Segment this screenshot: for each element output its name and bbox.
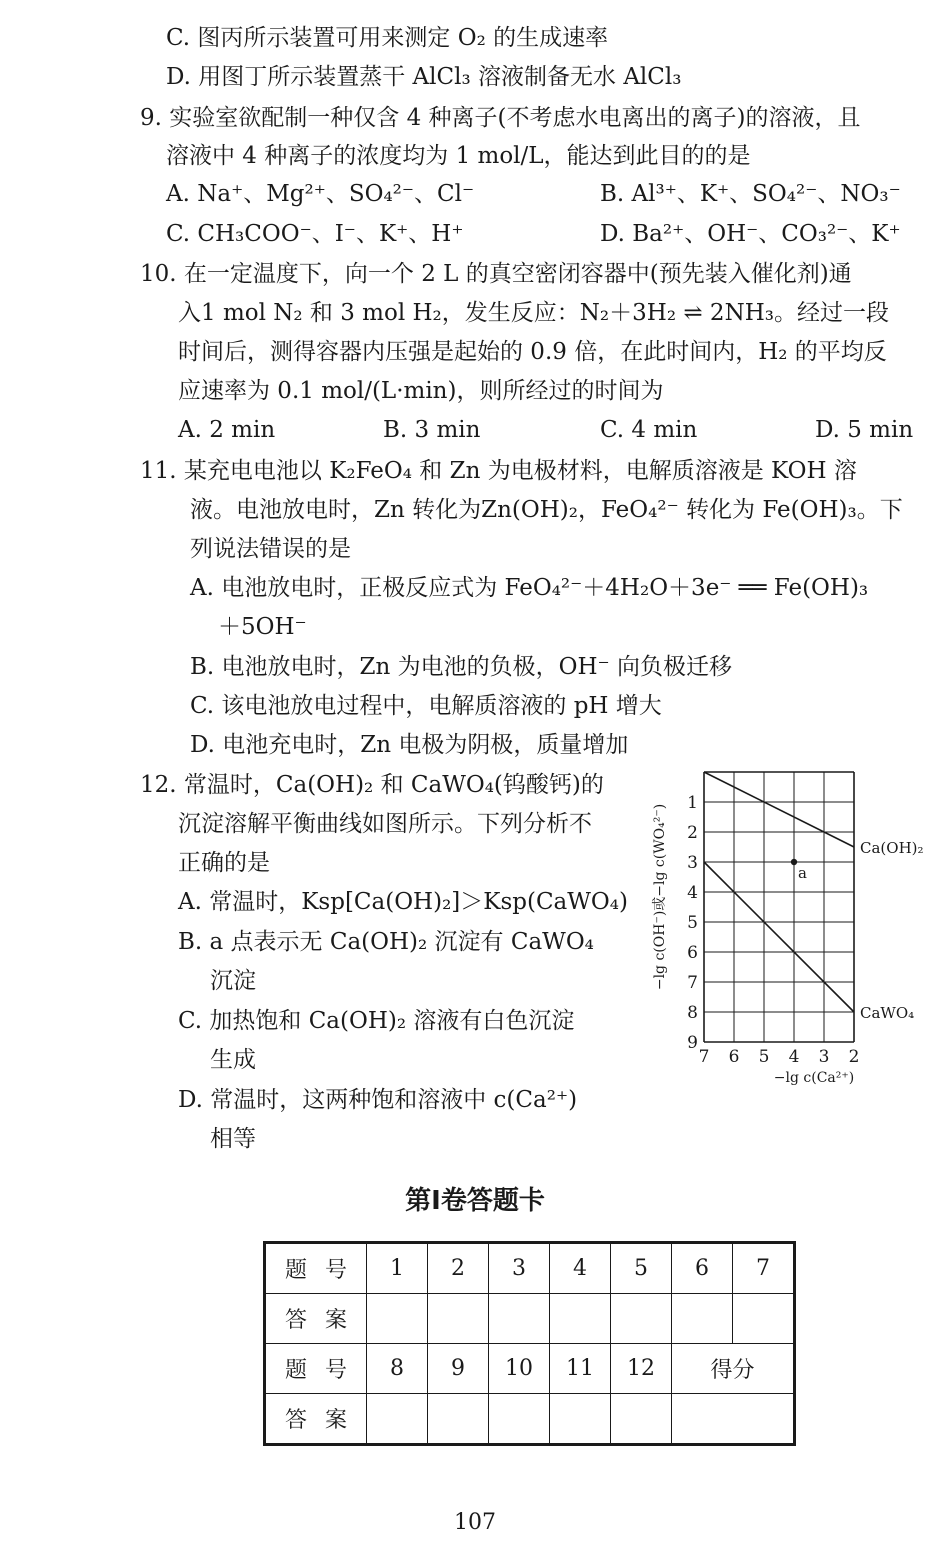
q10-stem-line4: 应速率为 0.1 mol/(L·min)，则所经过的时间为 <box>178 378 664 404</box>
answer-cell[interactable] <box>611 1394 672 1445</box>
q8-option-c: C. 图丙所示装置可用来测定 O₂ 的生成速率 <box>166 25 609 51</box>
y-axis-label: −lg c(OH⁻)或−lg c(WO₄²⁻) <box>652 803 668 991</box>
x-tick-label: 3 <box>818 1047 830 1067</box>
page-number: 107 <box>454 1510 496 1535</box>
data-point-label: a <box>798 864 807 882</box>
y-tick-label: 3 <box>687 853 698 873</box>
answer-cell[interactable] <box>367 1394 428 1445</box>
q9-stem-line1: 9. 实验室欲配制一种仅含 4 种离子(不考虑水电离出的离子)的溶液，且 <box>140 105 861 131</box>
series-label: Ca(OH)₂ <box>860 839 924 857</box>
table-row <box>265 1394 795 1445</box>
q11-option-a: A. 电池放电时，正极反应式为 FeO₄²⁻＋4H₂O＋3e⁻ ══ Fe(OH)₃ <box>190 575 869 601</box>
q10-stem-line1: 10. 在一定温度下，向一个 2 L 的真空密闭容器中(预先装入催化剂)通 <box>140 261 852 287</box>
q12-stem-line2: 沉淀溶解平衡曲线如图所示。下列分析不 <box>178 811 592 837</box>
q10-option-d: D. 5 min <box>815 417 914 443</box>
q11-option-a-cont: ＋5OH⁻ <box>218 614 307 640</box>
q9-option-b: B. Al³⁺、K⁺、SO₄²⁻、NO₃⁻ <box>600 181 901 207</box>
q11-option-d: D. 电池充电时，Zn 电极为阴极，质量增加 <box>190 732 629 758</box>
table-row <box>265 1243 795 1294</box>
q10-option-b: B. 3 min <box>383 417 481 443</box>
series-line <box>704 862 854 1012</box>
q12-stem-line3: 正确的是 <box>178 850 270 876</box>
q12-stem-line1: 12. 常温时，Ca(OH)₂ 和 CaWO₄(钨酸钙)的 <box>140 772 604 798</box>
answer-cell[interactable] <box>489 1294 550 1344</box>
q12-option-d: D. 常温时，这两种饱和溶液中 c(Ca²⁺) <box>178 1087 578 1113</box>
answer-cell[interactable] <box>672 1294 733 1344</box>
q12-option-c: C. 加热饱和 Ca(OH)₂ 溶液有白色沉淀 <box>178 1008 575 1034</box>
data-point <box>791 859 797 865</box>
q12-option-d-cont: 相等 <box>210 1126 256 1152</box>
question-number: 4 <box>550 1243 611 1294</box>
x-tick-label: 2 <box>848 1047 860 1067</box>
q11-stem-line3: 列说法错误的是 <box>190 536 351 562</box>
q11-option-c: C. 该电池放电过程中，电解质溶液的 pH 增大 <box>190 693 662 719</box>
answer-cell[interactable] <box>367 1294 428 1344</box>
y-tick-label: 2 <box>687 823 698 843</box>
question-number: 3 <box>489 1243 550 1294</box>
row-label: 答案 <box>265 1294 367 1344</box>
table-row <box>265 1344 795 1394</box>
q9-option-a: A. Na⁺、Mg²⁺、SO₄²⁻、Cl⁻ <box>166 181 475 207</box>
score-cell[interactable] <box>672 1394 795 1445</box>
y-tick-label: 5 <box>687 913 698 933</box>
question-number: 6 <box>672 1243 733 1294</box>
q10-option-c: C. 4 min <box>600 417 698 443</box>
question-number: 9 <box>428 1344 489 1394</box>
question-number: 1 <box>367 1243 428 1294</box>
y-tick-label: 1 <box>687 793 698 813</box>
answer-cell[interactable] <box>550 1294 611 1344</box>
y-tick-label: 7 <box>687 973 698 993</box>
y-tick-label: 6 <box>687 943 698 963</box>
x-tick-label: 7 <box>698 1047 710 1067</box>
series-line <box>704 772 854 847</box>
question-number: 7 <box>733 1243 795 1294</box>
question-number: 10 <box>489 1344 550 1394</box>
y-tick-label: 8 <box>687 1003 698 1023</box>
q10-stem-line2: 入1 mol N₂ 和 3 mol H₂，发生反应：N₂＋3H₂ ⇌ 2NH₃。经过一段 <box>178 300 889 326</box>
q9-option-d: D. Ba²⁺、OH⁻、CO₃²⁻、K⁺ <box>600 221 901 247</box>
q8-option-d: D. 用图丁所示装置蒸干 AlCl₃ 溶液制备无水 AlCl₃ <box>166 64 682 90</box>
series-label: CaWO₄ <box>860 1004 915 1022</box>
y-tick-label: 4 <box>687 883 698 903</box>
score-label: 得分 <box>672 1344 795 1394</box>
q9-stem-line2: 溶液中 4 种离子的浓度均为 1 mol/L，能达到此目的的是 <box>166 143 751 169</box>
q10-option-a: A. 2 min <box>178 417 276 443</box>
solubility-chart <box>650 760 940 1100</box>
question-number: 5 <box>611 1243 672 1294</box>
answer-cell[interactable] <box>733 1294 795 1344</box>
q12-option-b: B. a 点表示无 Ca(OH)₂ 沉淀有 CaWO₄ <box>178 929 594 955</box>
y-tick-label: 9 <box>687 1033 698 1053</box>
q9-option-c: C. CH₃COO⁻、I⁻、K⁺、H⁺ <box>166 221 464 247</box>
q12-option-b-cont: 沉淀 <box>210 968 256 994</box>
q12-option-a: A. 常温时，Ksp[Ca(OH)₂]＞Ksp(CaWO₄) <box>178 889 628 915</box>
row-label: 题号 <box>265 1344 367 1394</box>
row-label: 答案 <box>265 1394 367 1445</box>
answer-card-table <box>263 1241 796 1446</box>
question-number: 8 <box>367 1344 428 1394</box>
answer-cell[interactable] <box>550 1394 611 1445</box>
q11-option-b: B. 电池放电时，Zn 为电池的负极，OH⁻ 向负极迁移 <box>190 654 732 680</box>
q11-stem-line1: 11. 某充电电池以 K₂FeO₄ 和 Zn 为电极材料，电解质溶液是 KOH 溶 <box>140 458 857 484</box>
answer-card-title: 第Ⅰ卷答题卡 <box>405 1186 545 1216</box>
q11-stem-line2: 液。电池放电时，Zn 转化为Zn(OH)₂，FeO₄²⁻ 转化为 Fe(OH)₃。下 <box>190 497 903 523</box>
q12-option-c-cont: 生成 <box>210 1047 256 1073</box>
answer-cell[interactable] <box>428 1294 489 1344</box>
question-number: 12 <box>611 1344 672 1394</box>
x-tick-label: 5 <box>758 1047 770 1067</box>
answer-cell[interactable] <box>428 1394 489 1445</box>
table-row <box>265 1294 795 1344</box>
question-number: 11 <box>550 1344 611 1394</box>
answer-cell[interactable] <box>489 1394 550 1445</box>
x-axis-label: −lg c(Ca²⁺) <box>773 1070 855 1086</box>
question-number: 2 <box>428 1243 489 1294</box>
x-tick-label: 6 <box>728 1047 740 1067</box>
row-label: 题号 <box>265 1243 367 1294</box>
answer-cell[interactable] <box>611 1294 672 1344</box>
q10-stem-line3: 时间后，测得容器内压强是起始的 0.9 倍，在此时间内，H₂ 的平均反 <box>178 339 887 365</box>
x-tick-label: 4 <box>788 1047 800 1067</box>
